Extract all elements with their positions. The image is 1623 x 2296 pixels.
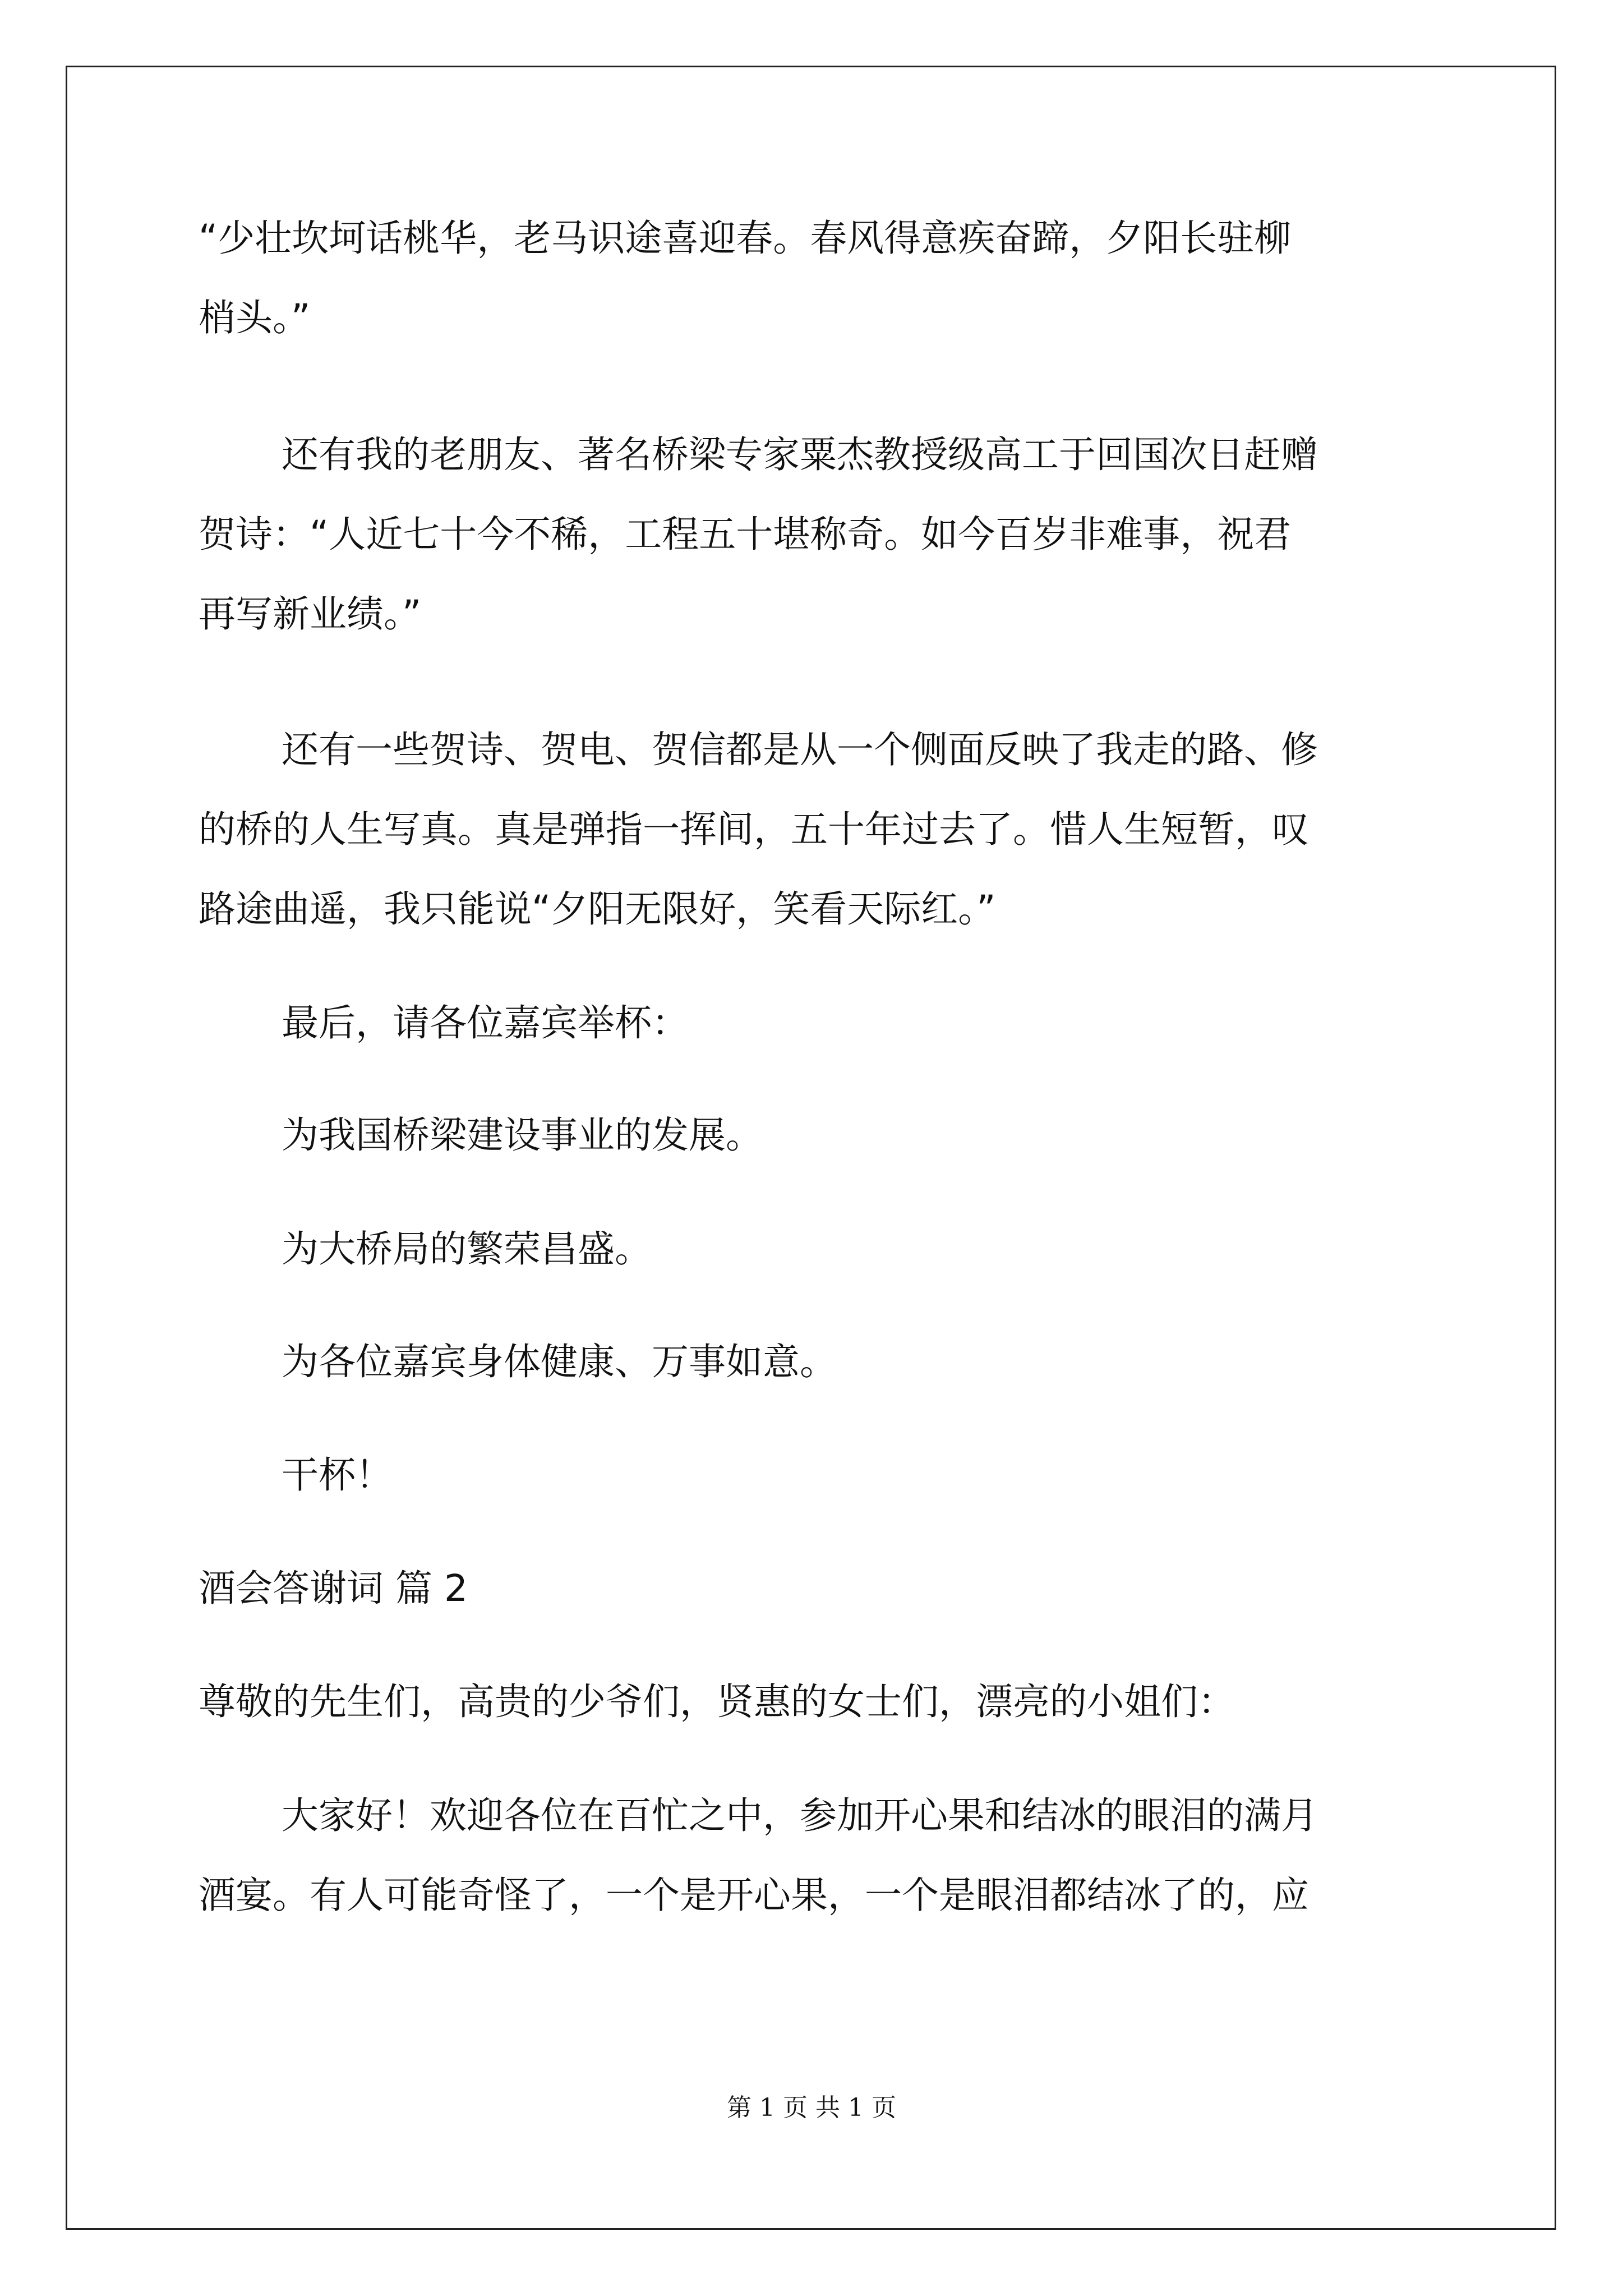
- section-heading: 酒会答谢词 篇 2: [199, 1567, 468, 1610]
- paragraph-line: 最后，请各位嘉宾举杯：: [282, 1001, 689, 1045]
- paragraph-line: 还有一些贺诗、贺电、贺信都是从一个侧面反映了我走的路、修: [282, 728, 1318, 771]
- page-footer: 第 1 页 共 1 页: [727, 2093, 896, 2122]
- paragraph-line: 为我国桥梁建设事业的发展。: [282, 1114, 763, 1157]
- paragraph-line: 大家好！欢迎各位在百忙之中，参加开心果和结冰的眼泪的满月: [282, 1794, 1318, 1837]
- paragraph-line: 再写新业绩。”: [199, 592, 422, 636]
- paragraph-line: 尊敬的先生们，高贵的少爷们，贤惠的女士们，漂亮的小姐们：: [199, 1680, 1235, 1723]
- paragraph-line: “少壮坎坷话桃华，老马识途喜迎春。春风得意疾奋蹄，夕阳长驻柳: [199, 217, 1292, 260]
- paragraph-line: 为大桥局的繁荣昌盛。: [282, 1227, 652, 1271]
- paragraph-line: 干杯！: [282, 1453, 393, 1497]
- paragraph-line: 为各位嘉宾身体健康、万事如意。: [282, 1340, 837, 1383]
- paragraph-line: 贺诗：“人近七十今不稀，工程五十堪称奇。如今百岁非难事，祝君: [199, 513, 1292, 556]
- paragraph-line: 路途曲遥，我只能说“夕阳无限好，笑看天际红。”: [199, 887, 996, 931]
- paragraph-line: 的桥的人生写真。真是弹指一挥间，五十年过去了。惜人生短暂，叹: [199, 808, 1309, 851]
- paragraph-line: 梢头。”: [199, 296, 311, 339]
- paragraph-line: 酒宴。有人可能奇怪了，一个是开心果，一个是眼泪都结冰了的，应: [199, 1874, 1309, 1917]
- paragraph-line: 还有我的老朋友、著名桥梁专家粟杰教授级高工于回国次日赶赠: [282, 433, 1318, 476]
